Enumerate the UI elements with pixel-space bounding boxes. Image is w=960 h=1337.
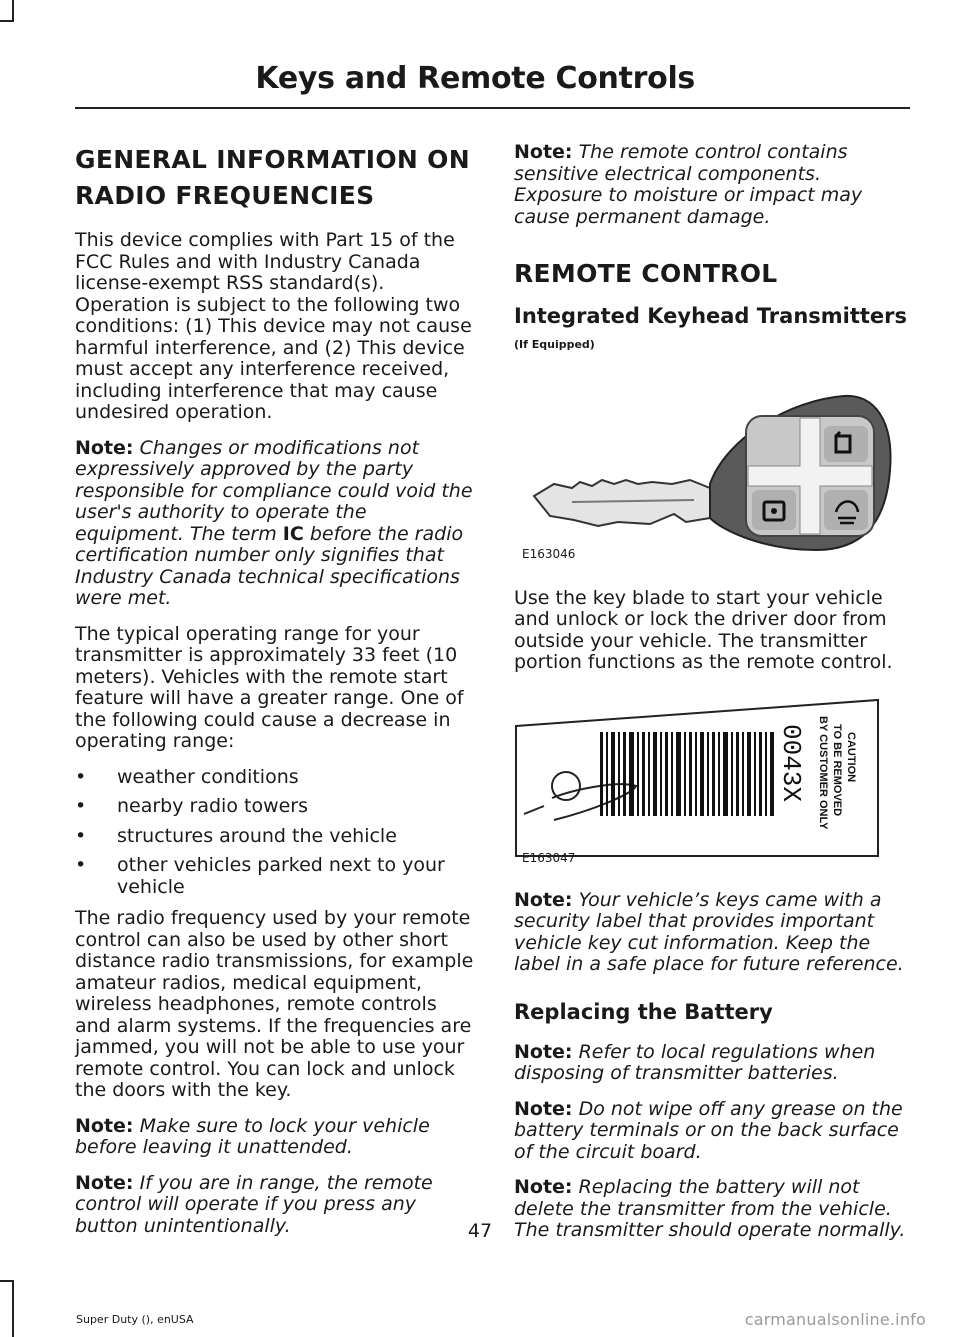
- note-lock: [75, 1116, 475, 1159]
- note-label: Note:: [75, 1114, 134, 1137]
- crop-mark: [0, 1280, 14, 1282]
- footer-meta: Super Duty (), enUSA: [76, 1313, 194, 1326]
- note-bold-term: IC: [282, 522, 304, 545]
- note-text: Make sure to lock your vehicle before leaving it unattended.: [75, 1114, 430, 1158]
- caution-line: CAUTION: [845, 731, 857, 782]
- heading-line: GENERAL INFORMATION ON: [75, 145, 470, 174]
- crop-mark: [0, 20, 14, 22]
- list-item: • other vehicles parked next to your vehicle: [75, 855, 475, 898]
- fcc-paragraph: This device complies with Part 15 of the FCC Rules and with Industry Canada license-exempt RSS standard(s). Operation is subject to the following two conditions: (1) This device may not cause harmful interference, and (2) This device must accept any interference received, including interference that may cause undesired operation.: [75, 229, 472, 423]
- caution-line: TO BE REMOVED: [831, 723, 843, 816]
- note-label: Note:: [514, 141, 573, 163]
- list-item: • structures around the vehicle: [75, 826, 475, 848]
- note-label: Note:: [514, 1097, 573, 1120]
- keyhead-transmitter-illustration: [514, 372, 904, 570]
- note-sensitive: [514, 142, 914, 228]
- note-label: Note:: [514, 888, 573, 911]
- figure-id: E163046: [522, 547, 576, 561]
- section-heading-remote: REMOTE CONTROL: [514, 259, 778, 288]
- page-header: [75, 55, 910, 109]
- note-disposal: [514, 1042, 914, 1085]
- security-label-figure: [514, 694, 904, 874]
- left-column: [75, 142, 475, 1251]
- note-label: Note:: [75, 436, 134, 459]
- if-equipped-label: (If Equipped): [514, 338, 595, 351]
- note-label: Note:: [75, 1171, 134, 1194]
- note-text: before the radio certification number only signifies that Industry Canada technical specifications were met.: [75, 522, 464, 609]
- note-label: Note:: [514, 1176, 573, 1198]
- note-security-label: [514, 890, 914, 976]
- right-column: [514, 142, 914, 1256]
- note-grease: [514, 1099, 914, 1164]
- note-text: Refer to local regulations when disposing of transmitter batteries.: [514, 1040, 876, 1084]
- heading-line: RADIO FREQUENCIES: [75, 181, 375, 210]
- figure-id: E163047: [522, 851, 576, 865]
- caution-line: BY CUSTOMER ONLY: [817, 715, 829, 829]
- key-figure: [514, 372, 904, 570]
- note-text: Do not wipe off any grease on the battery terminals or on the back surface of the circuit board.: [514, 1097, 903, 1163]
- page-number: 47: [467, 1220, 493, 1242]
- watermark: carmanualsonline.info: [744, 1310, 926, 1329]
- list-item: • weather conditions: [75, 767, 475, 789]
- security-label-illustration: [514, 694, 904, 874]
- crop-mark: [12, 1280, 14, 1337]
- subheading-battery: Replacing the Battery: [514, 999, 773, 1024]
- note-text: Replacing the battery will not delete the transmitter from the vehicle. The transmitter should operate normally.: [514, 1176, 906, 1241]
- note-label: Note:: [514, 1040, 573, 1063]
- frequency-paragraph: The radio frequency used by your remote control can also be used by other short distance radio transmissions, for example amateur radios, medical equipment, wireless headphones, remote controls and alarm systems. If the frequencies are jammed, you will not be able to use your remote control. You can lock and unlock the doors with the key.: [75, 907, 474, 1101]
- keyblade-paragraph: Use the key blade to start your vehicle and unlock or lock the driver door from outside your vehicle. The transmitter portion functions as the remote control.: [514, 586, 893, 673]
- crop-mark: [12, 0, 14, 22]
- range-paragraph: The typical operating range for your transmitter is approximately 33 feet (10 meters). Vehicles with the remote start feature will have a greater range. One of the following could cause a decrease in operating range:: [75, 622, 464, 752]
- note-text: Your vehicle’s keys came with a security label that provides important vehicle key cut information. Keep the label in a safe place for future reference.: [514, 888, 904, 975]
- label-code: 0043X: [776, 723, 806, 802]
- section-heading-radio: [75, 142, 475, 214]
- note-text: The remote control contains sensitive electrical components. Exposure to moisture or impact may cause permanent damage.: [514, 141, 863, 228]
- page-title: Keys and Remote Controls: [255, 61, 695, 96]
- note-ic: [75, 438, 475, 610]
- range-factors-list: [75, 767, 475, 899]
- note-text: If you are in range, the remote control will operate if you press any button unintentionally.: [75, 1171, 433, 1237]
- list-item: • nearby radio towers: [75, 796, 475, 818]
- note-text: Changes or modifications not expressively approved by the party responsible for compliance could void the user's authority to operate the equipment. The term: [75, 436, 473, 545]
- subheading-keyhead: Integrated Keyhead Transmitters: [514, 304, 908, 328]
